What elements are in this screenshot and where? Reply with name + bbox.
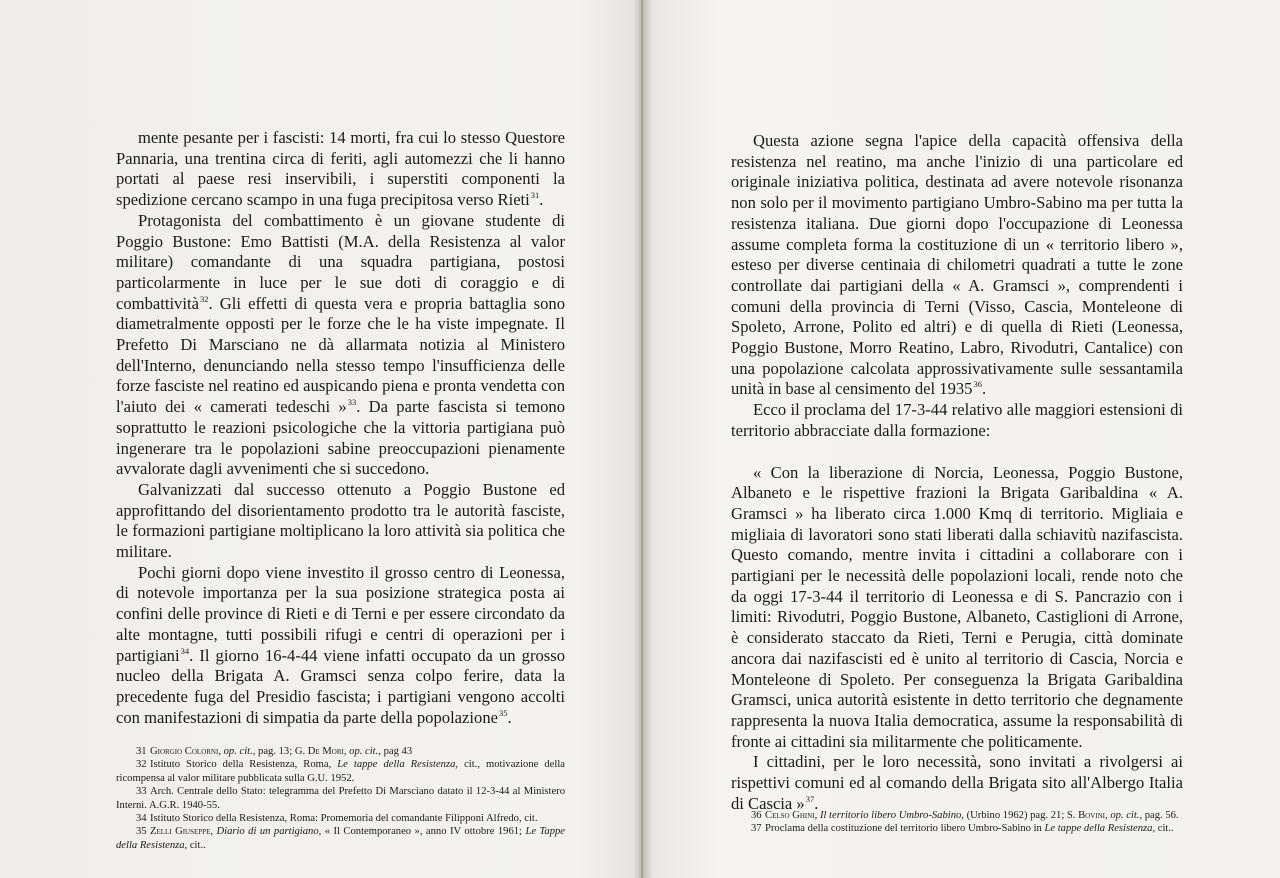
- paragraph: [116, 480, 565, 563]
- text-run: Questa azione segna l'apice della capacità offensiva della resistenza nel reatino, ma anche l'inizio di una particolare ed originale iniziativa politica, destinata ad avere notevole risonanza non solo per il movimento partigiano Umbro-Sabino ma per tutta la resistenza italiana. Due giorni dopo l'occupazione di Leonessa assume completa forma la costituzione di un « territorio libero », esteso per diverse centinaia di chilometri quadrati a tutte le zone controllate dai partigiani della « A. Gramsci », comprendenti i comuni della provincia di Terni (Visso, Cascia, Monteleone di Spoleto, Arrone, Polito ed altri) e di quella di Rieti (Leonessa, Poggio Bustone, Morro Reatino, Labro, Rivodutri, Cantalice) con una popolazione calcolata approssivativamente sulle sessantamila unità in base al censimento del 1935: [731, 131, 1183, 399]
- text-run: « Con la liberazione di Norcia, Leonessa, Poggio Bustone, Albaneto e le rispettive frazioni la Brigata Garibaldina « A. Gramsci » ha liberato circa 1.000 Kmq di territorio. Migliaia e migliaia di lavoratori sono stati liberati dalla schiavitù nazifascista. Questo comando, mentre invita i cittadini a collaborare con i partigiani per le necessità delle popolazioni locali, rende noto che da oggi 17-3-44 il territorio di Leonessa e di S. Pancrazio con i limiti: Rivodutri, Poggio Bustone, Albaneto, Castiglioni di Arrone, è considerato staccato da Rieti, Terni e Perugia, città dominate ancora dai nazifascisti ed è unito al territorio di Cascia, Norcia e Monteleone di Spoleto. Per conseguenza la Brigata Garibaldina Gramsci, unica autorità esistente in detto territorio che degnamente rappresenta la nuova Italia democratica, assume la responsabilità di fronte ai cittadini sia militarmente che politicamente.: [731, 462, 1183, 751]
- text-run: Bovini: [1078, 810, 1106, 821]
- footnote-reference: 32: [199, 293, 209, 304]
- text-run: Protagonista del combattimento è un giovane studente di Poggio Bustone: Emo Battisti (M.A. della Resistenza al valor militare) comandante di una squadra partigiana, postosi particolarmente in luce per le sue doti di coraggio e di combattività: [116, 210, 565, 313]
- text-run: Galvanizzati dal successo ottenuto a Poggio Bustone ed approfittando del disorientamento prodotto tra le autorità fasciste, le formazioni partigiane moltiplicano la loro attività sia politica che militare.: [116, 479, 565, 562]
- text-run: ,: [814, 810, 820, 821]
- text-run: Le tappe della Resistenza,: [337, 759, 459, 771]
- text-run: Zelli Giuseppe: [150, 826, 211, 838]
- footnote-reference: 35: [498, 707, 508, 718]
- text-run: « Il Contemporaneo », anno IV ottobre 1961;: [321, 826, 526, 838]
- footnote-reference: 37: [805, 793, 815, 804]
- text-run: (Urbino 1962) pag. 21; S.: [963, 810, 1079, 821]
- text-run: . Gli effetti di questa vera e propria battaglia sono diametralmente opposti per le forze che le ha viste impegnate. Il Prefetto Di Marsciano ne dà allarmata notizia al Ministero dell'Interno, denunciando nella stesso tempo l'insufficienza delle forze fasciste nel reatino ed auspicando piena e pronta vendetta con l'aiuto dei « camerati tedeschi »: [116, 293, 565, 417]
- text-run: Pochi giorni dopo viene investito il grosso centro di Leonessa, di notevole importanza per la sua posizione strategica posta ai confini delle province di Rieti e di Terni e per essere circondato da alte montagne, tutti possibili rifugi e centri di operazioni per i partigiani: [116, 562, 565, 665]
- paragraph: [116, 563, 565, 729]
- text-run: Celso Ghini: [765, 810, 815, 821]
- text-run: De Mori: [307, 746, 344, 757]
- footnote: [731, 822, 1183, 835]
- text-run: cit..: [1155, 823, 1174, 835]
- text-run: Proclama della costituzione del territorio libero Umbro-Sabino in: [765, 823, 1045, 835]
- paragraph: [731, 752, 1183, 814]
- text-run: Istituto Storico della Resistenza, Roma: Promemoria del comandante Filipponi Alfredo, cit.: [150, 813, 538, 825]
- left-page-footnotes: [116, 745, 565, 852]
- text-run: , pag. 56.: [1139, 810, 1179, 821]
- footnote: [116, 745, 565, 758]
- footnote: [116, 758, 565, 785]
- paragraph: [731, 400, 1183, 441]
- footnote: [116, 825, 565, 852]
- footnote-reference: 31: [530, 190, 540, 201]
- footnote-number: 33: [136, 786, 147, 798]
- right-page-footnotes: [731, 809, 1183, 836]
- footnote: [116, 785, 565, 812]
- text-run: Istituto Storico della Resistenza, Roma,: [150, 759, 338, 771]
- text-run: mente pesante per i fascisti: 14 morti, fra cui lo stesso Questore Pannaria, una trentina circa di feriti, agli automezzi che li hanno portati al paese resi inservibili, i superstiti componenti la spedizione cercano scampo in una fuga precipitosa verso Rieti: [116, 128, 565, 210]
- text-run: Ecco il proclama del 17-3-44 relativo alle maggiori estensioni di territorio abbracciate dalla formazione:: [731, 400, 1183, 440]
- text-run: , pag. 13; G.: [252, 746, 308, 757]
- text-run: ,: [343, 746, 350, 757]
- footnote: [116, 812, 565, 825]
- footnote-number: 37: [751, 823, 762, 835]
- footnote-number: 31: [136, 746, 147, 757]
- text-run: .: [814, 793, 819, 813]
- text-run: ,: [218, 746, 224, 757]
- text-run: Le tappe della Resistenza,: [1044, 823, 1156, 835]
- paragraph: [731, 131, 1183, 400]
- footnote-reference: 36: [973, 379, 982, 390]
- footnote: [731, 809, 1183, 822]
- text-run: . Da parte fascista si temono soprattutto le reazioni psicologiche che la vittoria partigiana può ingenerare tra le popolazioni sabine preoccupazioni pienamente avvalorate dagli avvenimenti che si succedono.: [116, 397, 565, 479]
- text-run: cit., motivazione della ricompensa al valor militare pubblicata sulla G.U. 1952.: [116, 759, 565, 784]
- footnote-number: 34: [136, 813, 147, 825]
- text-run: op. cit.: [349, 746, 379, 757]
- paragraph: [116, 211, 565, 480]
- footnote-reference: 34: [180, 645, 190, 656]
- text-run: .: [507, 707, 512, 727]
- text-run: ,: [210, 826, 217, 838]
- text-run: Giorgio Colorni: [150, 746, 219, 757]
- text-run: Le Tappe della Resistenza,: [116, 826, 566, 851]
- footnote-number: 35: [136, 826, 147, 838]
- text-run: Arch. Centrale dello Stato: telegramma del Prefetto Di Marsciano datato il 12-3-44 al Ministero Interni. A.G.R. 1940-55.: [116, 786, 565, 811]
- footnote-reference: 33: [347, 397, 357, 408]
- right-page-body: [731, 131, 1183, 815]
- text-run: Il territorio libero Umbro-Sabino,: [819, 810, 964, 821]
- book-gutter: [641, 0, 643, 878]
- text-run: cit..: [187, 839, 206, 851]
- text-run: . Il giorno 16-4-44 viene infatti occupato da un grosso nucleo della Brigata A. Gramsci senza colpo ferire, data la precedente fuga del Presidio fascista; i partigiani vengono accolti con manifestazioni di simpatia da parte della popolazione: [116, 645, 565, 727]
- footnote-number: 36: [751, 810, 762, 821]
- text-run: ,: [1105, 810, 1111, 821]
- text-run: Diario di un partigiano,: [216, 826, 322, 838]
- footnote-number: 32: [136, 759, 147, 771]
- left-page-body: [116, 128, 565, 728]
- text-run: I cittadini, per le loro necessità, sono invitati a rivolgersi ai rispettivi comuni ed al comando della Brigata sito all'Albergo Italia di Cascia »: [731, 752, 1183, 813]
- right-page: [644, 0, 1280, 878]
- quoted-proclamation: [731, 463, 1183, 753]
- text-run: , pag 43: [378, 746, 413, 757]
- text-run: .: [981, 379, 987, 399]
- text-run: .: [539, 190, 544, 210]
- text-run: op. cit.: [1110, 810, 1140, 821]
- paragraph: [116, 128, 565, 211]
- text-run: op. cit.: [223, 746, 253, 757]
